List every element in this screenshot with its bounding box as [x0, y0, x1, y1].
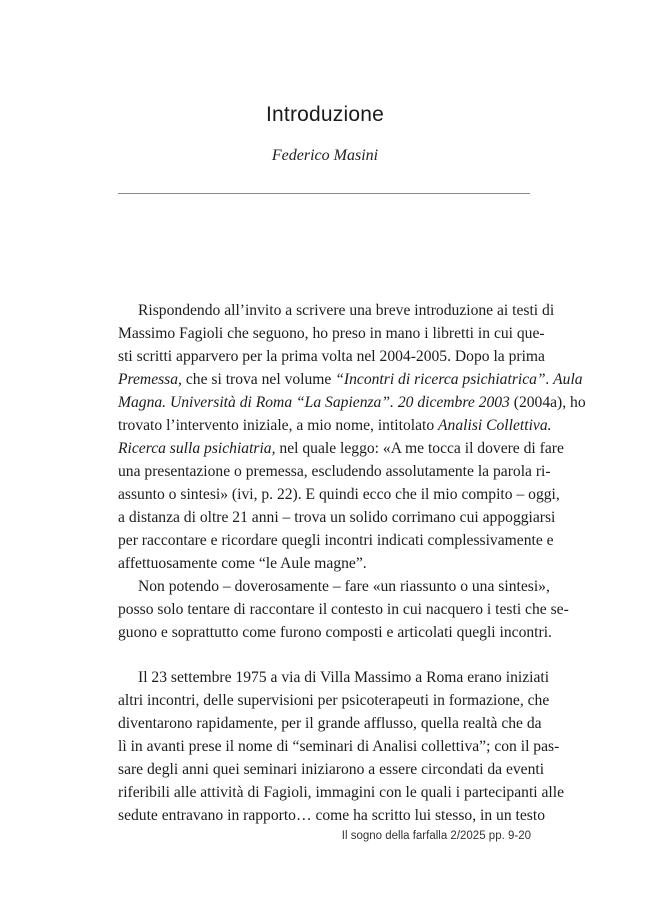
paragraph-2-line-1: Non potendo – doverosamente – fare «un riassunto o una sintesi»,: [138, 578, 550, 595]
paragraph-3-line-7: sedute entravano in rapporto… come ha scritto lui stesso, in un testo: [118, 807, 546, 824]
paragraph-1-line-11: per raccontare e ricordare quegli incontri indicati complessivamente e: [118, 532, 554, 549]
paragraph-3-line-5: sare degli anni quei seminari iniziarono a essere circondati da eventi: [118, 761, 545, 778]
paragraph-1-line-2: Massimo Fagioli che seguono, ho preso in mano i libretti in cui que-: [118, 325, 545, 342]
paragraph-1-line-1: Rispondendo all’invito a scrivere una breve introduzione ai testi di: [138, 302, 555, 319]
paragraph-1-line-6: trovato l’intervento iniziale, a mio nome, intitolato Analisi Collettiva.: [118, 417, 552, 434]
paragraph-2-line-3: guono e soprattutto come furono composti e articolati quegli incontri.: [118, 624, 552, 641]
paragraph-1-line-8: una presentazione o premessa, escludendo assolutamente la parola ri-: [118, 463, 551, 480]
paragraph-1-line-12: affettuosamente come “le Aule magne”.: [118, 555, 367, 572]
paragraph-1-line-5: Magna. Università di Roma “La Sapienza”. 20 dicembre 2003 (2004a), ho: [118, 394, 586, 411]
paragraph-1-line-4: Premessa, che si trova nel volume “Incontri di ricerca psichiatrica”. Aula: [118, 371, 583, 388]
paragraph-1-line-3: sti scritti apparvero per la prima volta nel 2004-2005. Dopo la prima: [118, 348, 545, 365]
paragraph-1-line-9: assunto o sintesi» (ivi, p. 22). E quindi ecco che il mio compito – oggi,: [118, 486, 560, 503]
paragraph-3-line-4: lì in avanti prese il nome di “seminari di Analisi collettiva”; con il pas-: [118, 738, 560, 755]
paragraph-3-line-2: altri incontri, delle supervisioni per psicoterapeuti in formazione, che: [118, 692, 550, 709]
paragraph-3-line-6: riferibili alle attività di Fagioli, immagini con le quali i partecipanti alle: [118, 784, 565, 801]
paragraph-1-line-7: Ricerca sulla psichiatria, nel quale leggo: «A me tocca il dovere di fare: [118, 440, 564, 457]
paragraph-1-line-10: a distanza di oltre 21 anni – trova un solido corrimano cui appoggiarsi: [118, 509, 556, 526]
journal-footer: Il sogno della farfalla 2/2025 pp. 9-20: [341, 830, 531, 842]
author-name: Federico Masini: [271, 147, 379, 164]
paragraph-2-line-2: posso solo tentare di raccontare il contesto in cui nacquero i testi che se-: [118, 601, 569, 618]
paragraph-3-line-3: diventarono rapidamente, per il grande afflusso, quella realtà che da: [118, 715, 542, 732]
title-divider: [118, 193, 530, 194]
paragraph-3-line-1: Il 23 settembre 1975 a via di Villa Massimo a Roma erano iniziati: [138, 669, 550, 686]
chapter-title: Introduzione: [266, 103, 384, 126]
